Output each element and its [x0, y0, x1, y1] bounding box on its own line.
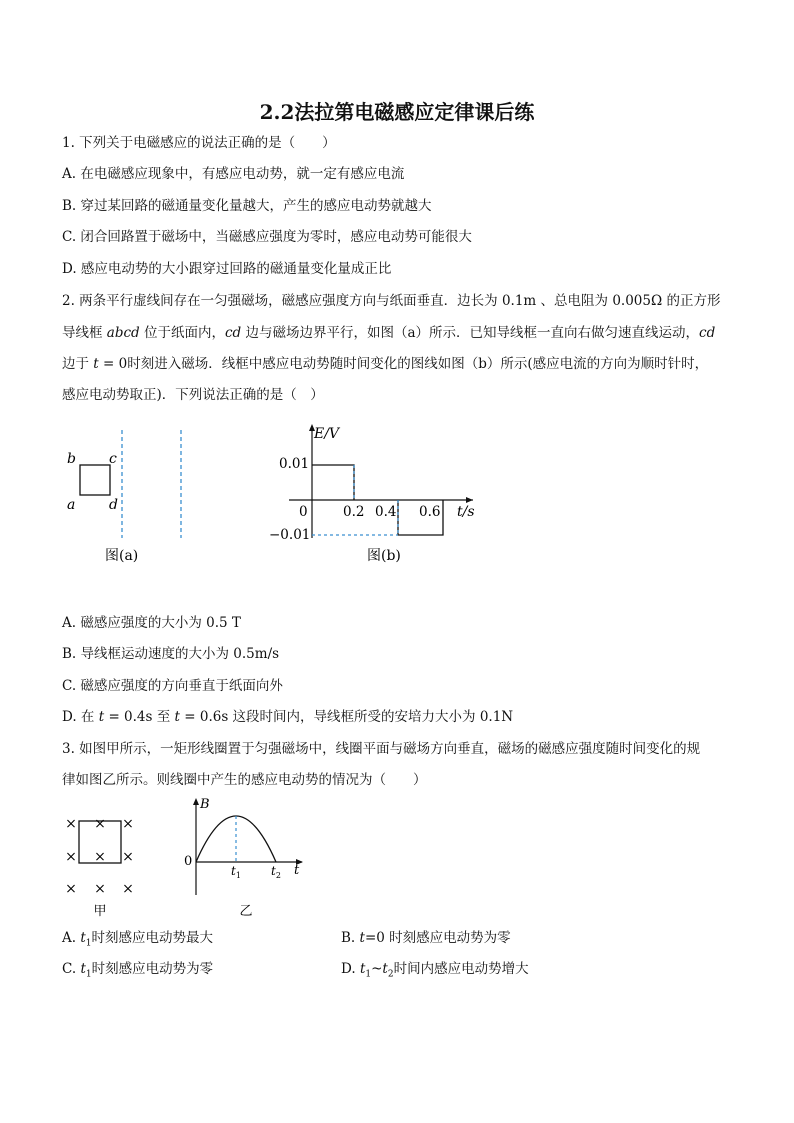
figure-yi — [178, 795, 308, 920]
q3-option-d: D. $t_1\sim t_2$时间内感应电动势增大 — [341, 961, 529, 980]
q1-option-a: A. 在电磁感应现象中，有感应电动势，就一定有感应电流 — [62, 166, 405, 182]
q2-stem-line2: 导线框 abcd 位于纸面内，cd 边与磁场边界平行，如图（a）所示．已知导线框一直向右做匀速直线运动，cd — [62, 325, 716, 341]
q2-option-a: A. 磁感应强度的大小为 0.5 T — [62, 615, 241, 631]
q1-option-c: C. 闭合回路置于磁场中，当磁感应强度为零时，感应电动势可能很大 — [62, 229, 472, 245]
caption-b: 图(b) — [367, 548, 401, 564]
page-title: 2.2法拉第电磁感应定律课后练 — [259, 100, 535, 124]
field-mark: × — [122, 816, 134, 832]
caption-a: 图(a) — [105, 548, 139, 564]
y-tick-pos: 0.01 — [279, 456, 310, 472]
figure-b — [265, 420, 485, 570]
q1-stem: 1. 下列关于电磁感应的说法正确的是（ ） — [62, 135, 336, 151]
field-mark: × — [65, 881, 77, 897]
x-tick-0.4: 0.4 — [375, 504, 397, 520]
caption-jia: 甲 — [93, 904, 107, 919]
caption-yi: 乙 — [239, 904, 253, 919]
field-mark: × — [122, 881, 134, 897]
y-tick-neg: −0.01 — [269, 527, 311, 543]
field-mark: × — [65, 849, 77, 865]
q2-option-d: D. 在 t = 0.4s 至 t = 0.6s 这段时间内，导线框所受的安培力大小为 0.1N — [62, 709, 514, 725]
field-mark: × — [94, 816, 106, 832]
b-axis-label: B — [200, 797, 210, 812]
q3-option-c: C. $t_1$时刻感应电动势为零 — [62, 961, 214, 980]
label-d: d — [109, 497, 118, 513]
label-a: a — [67, 497, 76, 513]
field-mark: × — [65, 816, 77, 832]
figure-jia — [58, 808, 153, 920]
q3-option-a: A. $t_1$时刻感应电动势最大 — [62, 930, 214, 949]
t-axis-label: t — [294, 863, 300, 878]
q3-stem-line1: 3. 如图甲所示，一矩形线圈置于匀强磁场中，线圈平面与磁场方向垂直，磁场的磁感应强度随时间变化的规 — [62, 741, 701, 757]
q3-stem-line2: 律如图乙所示。则线圈中产生的感应电动势的情况为（ ） — [62, 772, 427, 788]
origin-label: 0 — [299, 504, 308, 520]
b-axis-arrow — [193, 798, 199, 805]
origin-label: 0 — [184, 854, 193, 869]
q1-option-b: B. 穿过某回路的磁通量变化量越大，产生的感应电动势就越大 — [62, 198, 432, 214]
figure-a — [55, 420, 205, 570]
x-tick-0.2: 0.2 — [343, 504, 365, 520]
emf-positive-segment — [312, 465, 354, 500]
field-mark: × — [94, 849, 106, 865]
q2-option-b: B. 导线框运动速度的大小为 0.5m/s — [62, 646, 280, 662]
q3-option-b: B. t=0 时刻感应电动势为零 — [341, 930, 511, 946]
t2-label: $t_2$ — [271, 864, 281, 880]
x-tick-0.6: 0.6 — [419, 504, 441, 520]
label-c: c — [109, 451, 117, 467]
q2-option-c: C. 磁感应强度的方向垂直于纸面向外 — [62, 678, 283, 694]
t-axis-label: t/s — [457, 504, 475, 520]
e-axis-label: E/V — [314, 426, 340, 442]
field-mark: × — [122, 849, 134, 865]
q2-stem-line4: 感应电动势取正)．下列说法正确的是（ ） — [62, 387, 324, 403]
q2-stem-line3: 边于 t = 0时刻进入磁场．线框中感应电动势随时间变化的图线如图（b）所示(感应电流的方向为顺时针时， — [62, 356, 709, 372]
label-b: b — [67, 451, 76, 467]
field-mark: × — [94, 881, 106, 897]
t1-label: $t_1$ — [231, 864, 241, 880]
t-axis-arrow — [466, 497, 473, 503]
q1-option-d: D. 感应电动势的大小跟穿过回路的磁通量变化量成正比 — [62, 261, 392, 277]
q2-stem-line1: 2. 两条平行虚线间存在一匀强磁场，磁感应强度方向与纸面垂直．边长为 0.1m 、总电阻为 0.005Ω 的正方形 — [62, 293, 721, 309]
wire-frame — [80, 465, 110, 495]
